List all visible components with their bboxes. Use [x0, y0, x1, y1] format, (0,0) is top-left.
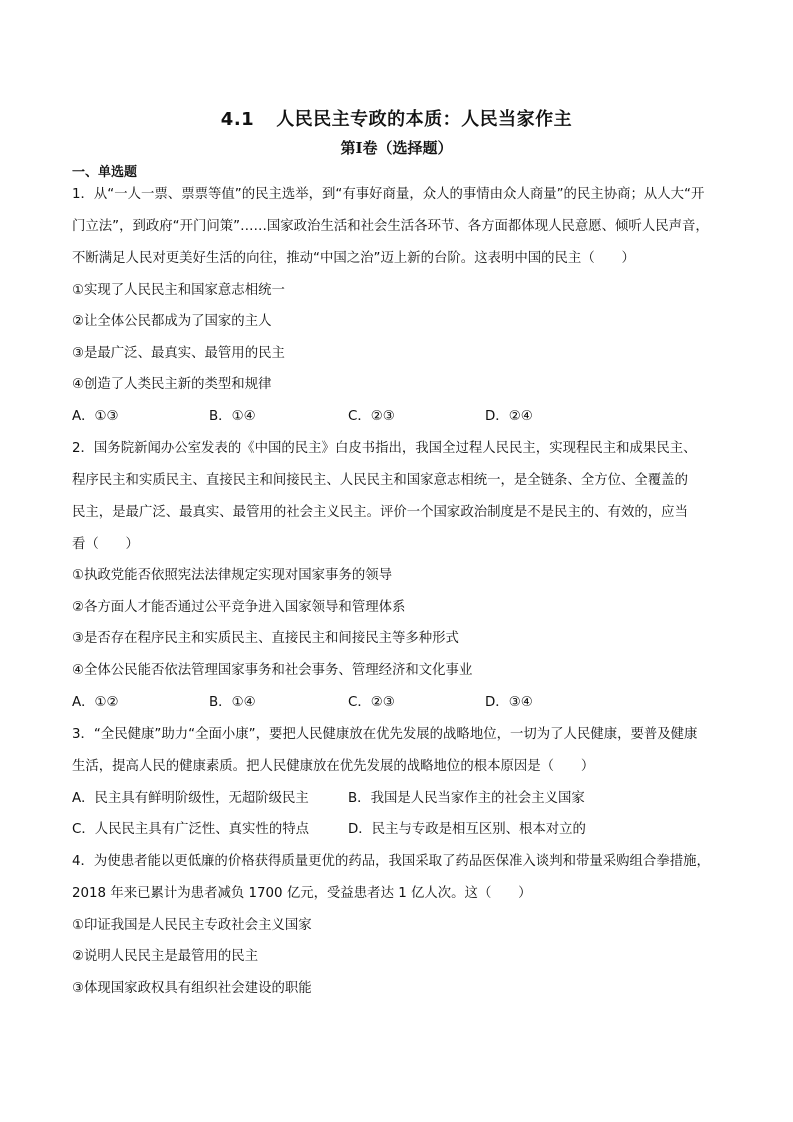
q2-option-b: B．①④ — [209, 695, 256, 710]
page-title — [0, 105, 793, 131]
q1-item: ③是最广泛、最真实、最管用的民主 — [72, 346, 285, 361]
q2-stem-line: 程序民主和实质民主、直接民主和间接民主、人民民主和国家意志相统一，是全链条、全方位、全覆盖的 — [72, 473, 688, 488]
title-number: 4.1 — [220, 109, 255, 130]
q1-option-b: B．①④ — [209, 409, 256, 424]
q1-item: ④创造了人类民主新的类型和规律 — [72, 377, 272, 392]
q4-stem-line: 4．为使患者能以更低廉的价格获得质量更优的药品，我国采取了药品医保准入谈判和带量采购组合拳措施， — [72, 854, 710, 869]
title-text: 人民民主专政的本质：人民当家作主 — [276, 109, 573, 130]
q3-option-c: C．人民民主具有广泛性、真实性的特点 — [72, 822, 309, 837]
q2-item: ①执政党能否依照宪法法律规定实现对国家事务的领导 — [72, 568, 392, 583]
q1-item: ②让全体公民都成为了国家的主人 — [72, 314, 272, 329]
q3-option-d: D．民主与专政是相互区别、根本对立的 — [348, 822, 586, 837]
q1-stem-line: 不断满足人民对更美好生活的向往，推动“中国之治”迈上新的台阶。这表明中国的民主（ ） — [72, 251, 635, 266]
q1-stem-line: 门立法”，到政府“开门问策”……国家政治生活和社会生活各环节、各方面都体现人民意愿、倾听人民声音， — [72, 219, 709, 234]
section-heading: 一、单选题 — [72, 165, 138, 180]
q1-option-c: C．②③ — [348, 409, 395, 424]
q2-option-d: D．③④ — [485, 695, 533, 710]
q2-item: ④全体公民能否依法管理国家事务和社会事务、管理经济和文化事业 — [72, 663, 473, 678]
q3-stem-line: 3．“全民健康”助力“全面小康”，要把人民健康放在优先发展的战略地位，一切为了人民健康，要普及健康 — [72, 727, 698, 742]
q2-stem-line: 2．国务院新闻办公室发表的《中国的民主》白皮书指出，我国全过程人民民主，实现程民主和成果民主、 — [72, 441, 697, 456]
page-subtitle: 第Ⅰ卷（选择题） — [340, 139, 453, 157]
q2-stem-line: 看（ ） — [72, 537, 139, 552]
q2-option-a: A．①② — [72, 695, 119, 710]
q3-option-a: A．民主具有鲜明阶级性，无超阶级民主 — [72, 791, 309, 806]
q1-option-d: D．②④ — [485, 409, 533, 424]
q2-item: ③是否存在程序民主和实质民主、直接民主和间接民主等多种形式 — [72, 631, 459, 646]
q2-option-c: C．②③ — [348, 695, 395, 710]
q3-stem-line: 生活，提高人民的健康素质。把人民健康放在优先发展的战略地位的根本原因是（ ） — [72, 759, 595, 774]
q4-item: ②说明人民民主是最管用的民主 — [72, 949, 259, 964]
q4-item: ③体现国家政权具有组织社会建设的职能 — [72, 981, 312, 996]
q1-item: ①实现了人民民主和国家意志相统一 — [72, 283, 285, 298]
q4-stem-line: 2018 年来已累计为患者减负 1700 亿元，受益患者达 1 亿人次。这（ ） — [72, 886, 532, 901]
q2-stem-line: 民主，是最广泛、最真实、最管用的社会主义民主。评价一个国家政治制度是不是民主的、有效的，应当 — [72, 505, 688, 520]
q1-stem-line: 1．从“一人一票、票票等值”的民主选举，到“有事好商量，众人的事情由众人商量”的民主协商；从人大“开 — [72, 187, 705, 202]
q3-option-b: B．我国是人民当家作主的社会主义国家 — [348, 791, 585, 806]
q1-option-a: A．①③ — [72, 409, 119, 424]
q2-item: ②各方面人才能否通过公平竞争进入国家领导和管理体系 — [72, 600, 406, 615]
q4-item: ①印证我国是人民民主专政社会主义国家 — [72, 918, 312, 933]
